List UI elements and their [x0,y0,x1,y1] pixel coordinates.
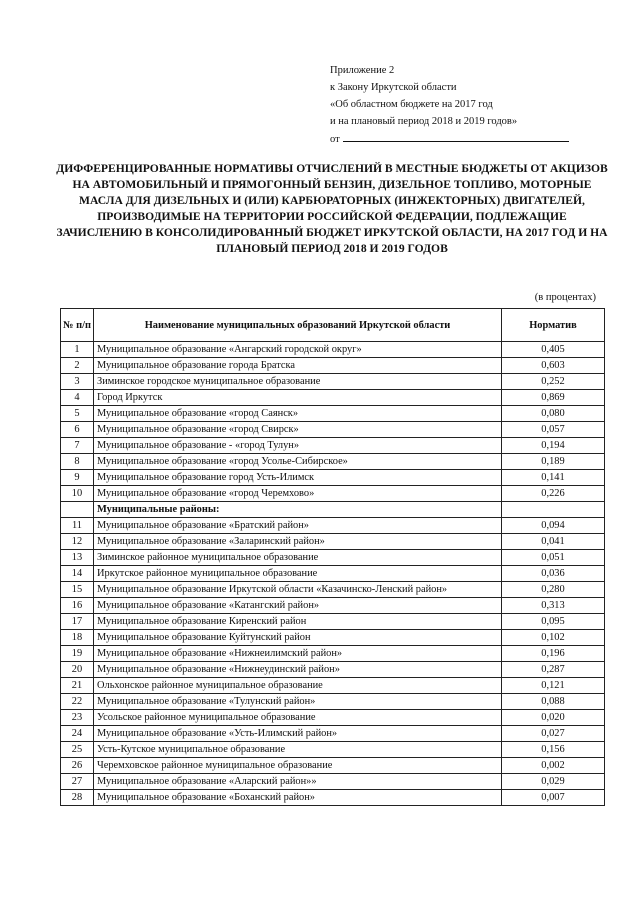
row-number: 9 [61,470,94,486]
table-row [61,390,605,406]
row-name: Зиминское городское муниципальное образование [94,374,502,390]
table-header-row [61,309,605,342]
units-label: (в процентах) [534,292,596,303]
row-number: 25 [61,742,94,758]
row-number: 24 [61,726,94,742]
norms-table [60,308,605,806]
row-name: Муниципальное образование город Усть-Илимск [94,470,502,486]
appendix-date-label: от [330,134,340,145]
row-norm: 0,102 [502,630,605,646]
row-norm: 0,194 [502,438,605,454]
row-name: Муниципальное образование «город Черемхово» [94,486,502,502]
row-number: 14 [61,566,94,582]
row-norm: 0,041 [502,534,605,550]
signature-line [343,130,569,142]
row-norm: 0,287 [502,662,605,678]
row-number: 22 [61,694,94,710]
row-name: Усть-Кутское муниципальное образование [94,742,502,758]
row-name: Муниципальное образование «Ангарский городской округ» [94,342,502,358]
table-row [61,662,605,678]
table-row [61,646,605,662]
table-row [61,534,605,550]
table-row [61,614,605,630]
row-name: Муниципальное образование «город Усолье-Сибирское» [94,454,502,470]
table-row [61,566,605,582]
table-row [61,342,605,358]
table-row [61,422,605,438]
row-number: 6 [61,422,94,438]
appendix-line: и на плановый период 2018 и 2019 годов» [330,116,518,127]
row-norm: 0,313 [502,598,605,614]
row-norm: 0,057 [502,422,605,438]
row-norm: 0,603 [502,358,605,374]
table-row [61,582,605,598]
row-name: Муниципальное образование «Катангский район» [94,598,502,614]
row-norm: 0,141 [502,470,605,486]
table-body-districts [61,518,605,806]
row-name: Усольское районное муниципальное образование [94,710,502,726]
row-norm: 0,007 [502,790,605,806]
row-number: 5 [61,406,94,422]
header-norm: Норматив [502,309,605,342]
row-number: 7 [61,438,94,454]
row-name: Муниципальное образование «Усть-Илимский район» [94,726,502,742]
row-norm: 0,196 [502,646,605,662]
row-name: Черемховское районное муниципальное образование [94,758,502,774]
group-row [61,502,605,518]
row-norm: 0,226 [502,486,605,502]
row-number: 15 [61,582,94,598]
row-name: Муниципальное образование «Братский район» [94,518,502,534]
appendix-date-line [330,130,569,148]
row-number: 17 [61,614,94,630]
table-row [61,486,605,502]
row-norm: 0,036 [502,566,605,582]
row-number: 2 [61,358,94,374]
row-name: Зиминское районное муниципальное образование [94,550,502,566]
row-norm: 0,252 [502,374,605,390]
row-number: 12 [61,534,94,550]
table-row [61,678,605,694]
table-row [61,726,605,742]
table-row [61,518,605,534]
table-group [61,502,605,518]
row-norm: 0,080 [502,406,605,422]
row-name: Муниципальное образование Киренский район [94,614,502,630]
table-row [61,598,605,614]
table-row [61,550,605,566]
document-title: ДИФФЕРЕНЦИРОВАННЫЕ НОРМАТИВЫ ОТЧИСЛЕНИЙ В МЕСТНЫЕ БЮДЖЕТЫ ОТ АКЦИЗОВ НА АВТОМОБИЛЬНЫЙ И ПРЯМОГОННЫЙ БЕНЗИН, ДИЗЕЛЬНОЕ ТОПЛИВО, МОТОРНЫЕ МАСЛА ДЛЯ ДИЗЕЛЬНЫХ И (ИЛИ) КАРБЮРАТОРНЫХ (ИНЖЕКТОРНЫХ) ДВИГАТЕЛЕЙ, ПРОИЗВОДИМЫЕ НА ТЕРРИТОРИИ РОССИЙСКОЙ ФЕДЕРАЦИИ, ПОДЛЕЖАЩИЕ ЗАЧИСЛЕНИЮ В КОНСОЛИДИРОВАННЫЙ БЮДЖЕТ ИРКУТСКОЙ ОБЛАСТИ, НА 2017 ГОД И НА ПЛАНОВЫЙ ПЕРИОД 2018 И 2019 ГОДОВ [56,162,608,255]
row-name: Муниципальное образование «Аларский район»» [94,774,502,790]
row-name: Муниципальное образование - «город Тулун» [94,438,502,454]
row-name: Муниципальное образование «Нижнеудинский район» [94,662,502,678]
row-name: Муниципальное образование «Боханский район» [94,790,502,806]
row-name: Муниципальное образование Куйтунский район [94,630,502,646]
row-norm: 0,002 [502,758,605,774]
row-name: Муниципальное образование «Нижнеилимский район» [94,646,502,662]
row-number: 19 [61,646,94,662]
row-name: Муниципальное образование города Братска [94,358,502,374]
row-name: Муниципальное образование «Заларинский район» [94,534,502,550]
row-number: 10 [61,486,94,502]
table-row [61,406,605,422]
table-row [61,758,605,774]
row-norm: 0,095 [502,614,605,630]
row-norm: 0,280 [502,582,605,598]
row-norm: 0,029 [502,774,605,790]
row-norm: 0,405 [502,342,605,358]
row-number: 21 [61,678,94,694]
row-norm: 0,189 [502,454,605,470]
header-number: № п/п [61,309,94,342]
table-row [61,694,605,710]
table-row [61,630,605,646]
row-name: Муниципальное образование Иркутской области «Казачинско-Ленский район» [94,582,502,598]
row-name: Муниципальное образование «город Свирск» [94,422,502,438]
row-norm: 0,051 [502,550,605,566]
table-row [61,358,605,374]
row-norm: 0,027 [502,726,605,742]
row-norm: 0,020 [502,710,605,726]
group-number-cell [61,502,94,518]
row-number: 16 [61,598,94,614]
group-norm-cell [502,502,605,518]
row-name: Муниципальное образование «город Саянск» [94,406,502,422]
header-name: Наименование муниципальных образований Иркутской области [94,309,502,342]
table-row [61,710,605,726]
group-label: Муниципальные районы: [94,502,502,518]
row-number: 13 [61,550,94,566]
table-body-cities [61,342,605,502]
row-name: Ольхонское районное муниципальное образование [94,678,502,694]
appendix-line: «Об областном бюджете на 2017 год [330,99,493,110]
row-number: 26 [61,758,94,774]
row-number: 28 [61,790,94,806]
row-norm: 0,121 [502,678,605,694]
table-row [61,470,605,486]
table-row [61,454,605,470]
row-name: Муниципальное образование «Тулунский район» [94,694,502,710]
table-row [61,774,605,790]
row-number: 4 [61,390,94,406]
table-row [61,438,605,454]
row-norm: 0,869 [502,390,605,406]
row-number: 27 [61,774,94,790]
row-number: 1 [61,342,94,358]
row-number: 18 [61,630,94,646]
table-row [61,790,605,806]
row-name: Иркутское районное муниципальное образование [94,566,502,582]
table-row [61,374,605,390]
row-number: 11 [61,518,94,534]
appendix-note [330,62,569,148]
row-number: 20 [61,662,94,678]
row-number: 3 [61,374,94,390]
table-row [61,742,605,758]
row-norm: 0,094 [502,518,605,534]
row-name: Город Иркутск [94,390,502,406]
row-norm: 0,156 [502,742,605,758]
row-number: 23 [61,710,94,726]
appendix-line: к Закону Иркутской области [330,82,457,93]
row-norm: 0,088 [502,694,605,710]
row-number: 8 [61,454,94,470]
appendix-line: Приложение 2 [330,65,395,76]
